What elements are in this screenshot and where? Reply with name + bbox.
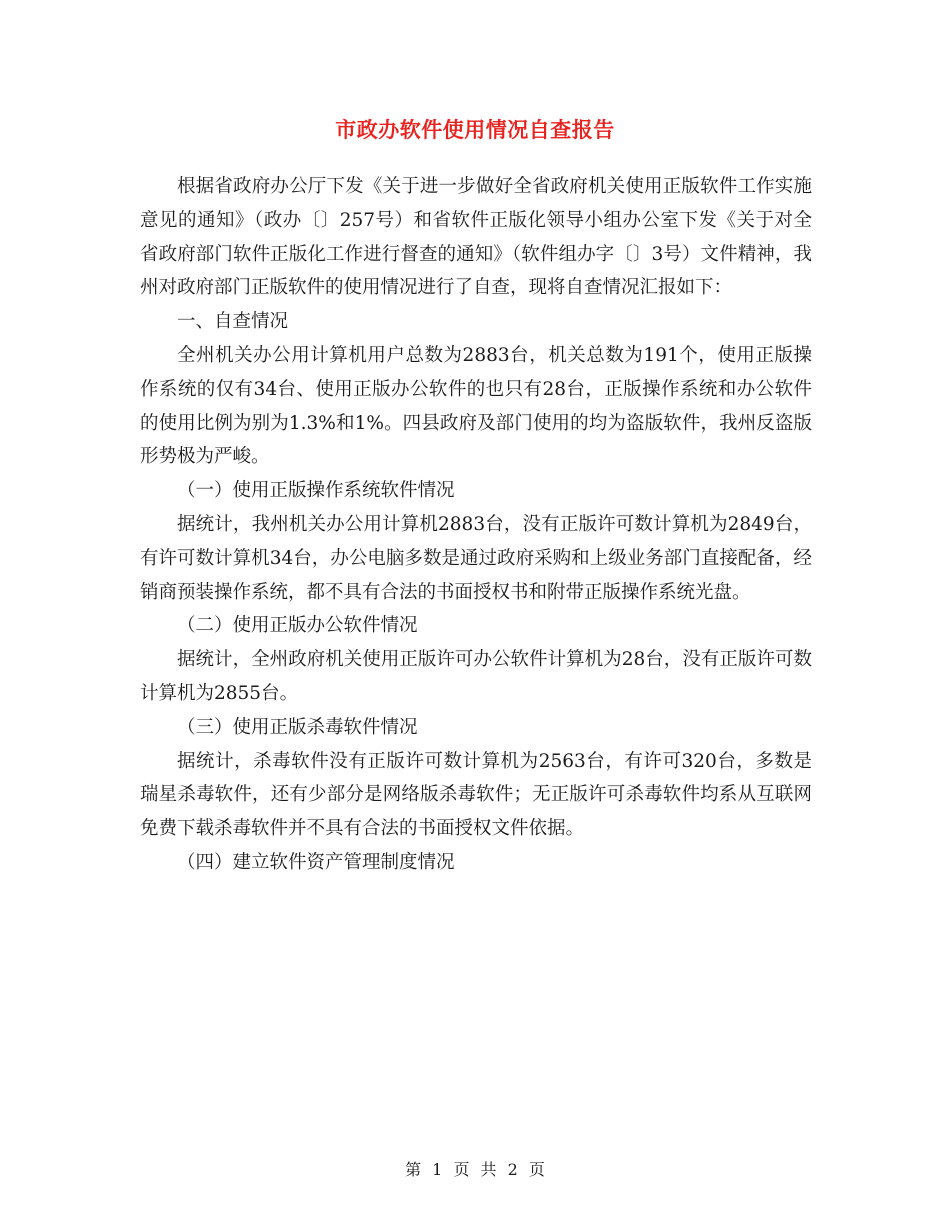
paragraph-office: 据统计，全州政府机关使用正版许可办公软件计算机为28台，没有正版许可数计算机为2855台。 [140,649,812,704]
section-heading-self-check: 一、自查情况 [177,311,289,333]
document-title: 市政办软件使用情况自查报告 [335,117,615,142]
subsection-heading-asset-management: （四）建立软件资产管理制度情况 [177,851,455,873]
subsection-heading-office: （二）使用正版办公软件情况 [177,615,418,637]
paragraph-os: 据统计，我州机关办公用计算机2883台，没有正版许可数计算机为2849台，有许可数计算机34台，办公电脑多数是通过政府采购和上级业务部门直接配备，经销商预装操作系统，都不具有合法的书面授权书和附带正版操作系统光盘。 [140,513,812,603]
paragraph-overview: 全州机关办公用计算机用户总数为2883台，机关总数为191个，使用正版操作系统的仅有34台、使用正版办公软件的也只有28台，正版操作系统和办公软件的使用比例为别为1.3%和1%。四县政府及部门使用的均为盗版软件，我州反盗版形势极为严峻。 [140,344,812,468]
paragraph-intro: 根据省政府办公厅下发《关于进一步做好全省政府机关使用正版软件工作实施意见的通知》（政办〔〕257号）和省软件正版化领导小组办公室下发《关于对全省政府部门软件正版化工作进行督查的通知》（软件组办字〔〕3号）文件精神，我州对政府部门正版软件的使用情况进行了自查，现将自查情况汇报如下： [140,176,812,299]
paragraph-antivirus: 据统计，杀毒软件没有正版许可数计算机为2563台，有许可320台，多数是瑞星杀毒软件，还有少部分是网络版杀毒软件；无正版许可杀毒软件均系从互联网免费下载杀毒软件并不具有合法的书面授权文件依据。 [140,750,812,840]
document-body [140,170,812,880]
page-footer: 第 1 页 共 2 页 [405,1160,545,1179]
subsection-heading-os: （一）使用正版操作系统软件情况 [177,480,455,502]
subsection-heading-antivirus: （三）使用正版杀毒软件情况 [177,716,418,738]
